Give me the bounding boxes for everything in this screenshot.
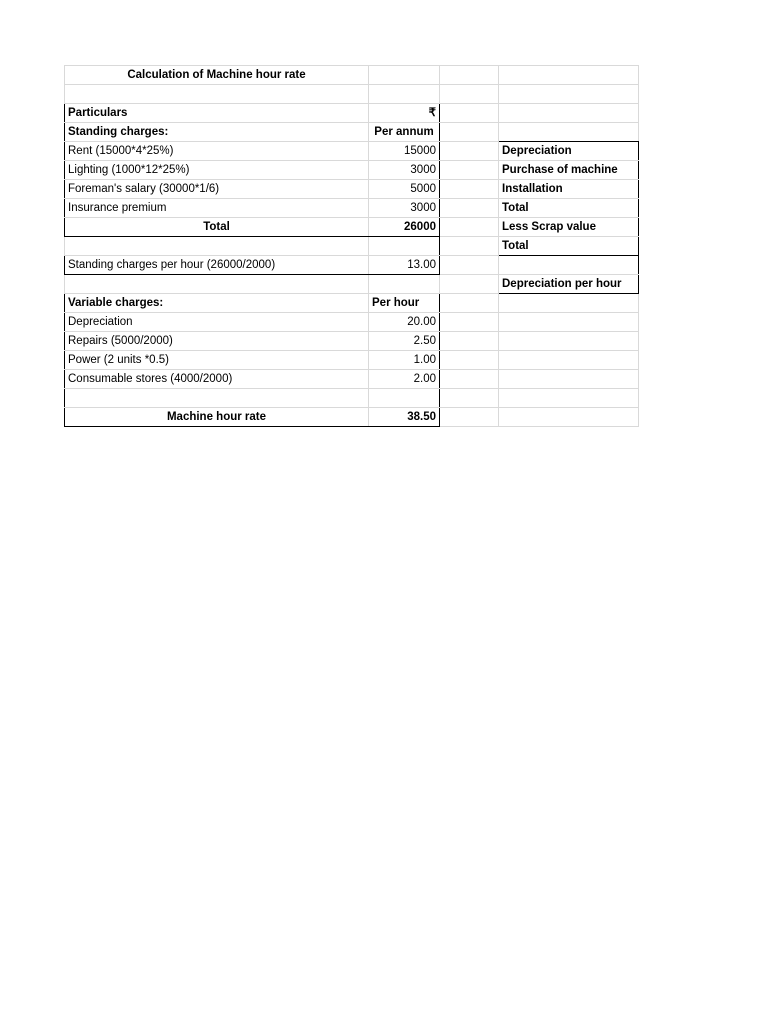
table-row (65, 180, 639, 199)
standing-header-row (65, 123, 639, 142)
table-row (65, 199, 639, 218)
depreciation-item: Less Scrap value (499, 218, 639, 237)
total-row (65, 218, 639, 237)
variable-header-row (65, 294, 639, 313)
row-label: Lighting (1000*12*25%) (65, 161, 369, 180)
standing-charges-label: Standing charges: (65, 123, 369, 142)
standing-per-hour-value: 13.00 (369, 256, 440, 275)
table-row (65, 370, 639, 389)
row-value: 15000 (369, 142, 440, 161)
machine-hour-rate-label: Machine hour rate (65, 408, 369, 427)
machine-hour-rate-value: 38.50 (369, 408, 440, 427)
row-label: Foreman's salary (30000*1/6) (65, 180, 369, 199)
standing-per-hour-row (65, 256, 639, 275)
table-row (65, 313, 639, 332)
row-label: Power (2 units *0.5) (65, 351, 369, 370)
depreciation-item: Total (499, 237, 639, 256)
table-row (65, 351, 639, 370)
standing-per-hour-label: Standing charges per hour (26000/2000) (65, 256, 369, 275)
row-value: 20.00 (369, 313, 440, 332)
cell (440, 66, 499, 85)
depreciation-item: Purchase of machine (499, 161, 639, 180)
row-label: Insurance premium (65, 199, 369, 218)
machine-hour-rate-row (65, 408, 639, 427)
row-value: 5000 (369, 180, 440, 199)
spreadsheet (64, 65, 639, 427)
particulars-header: Particulars (65, 104, 369, 123)
title-row (65, 66, 639, 85)
row-label: Consumable stores (4000/2000) (65, 370, 369, 389)
blank-row (65, 85, 639, 104)
blank-row (65, 237, 639, 256)
table-row (65, 142, 639, 161)
total-label: Total (65, 218, 369, 237)
row-label: Depreciation (65, 313, 369, 332)
depreciation-item: Installation (499, 180, 639, 199)
row-label: Repairs (5000/2000) (65, 332, 369, 351)
row-value: 1.00 (369, 351, 440, 370)
cell (369, 66, 440, 85)
currency-header: ₹ (369, 104, 440, 123)
depreciation-heading: Depreciation (499, 142, 639, 161)
blank-row (65, 275, 639, 294)
total-value: 26000 (369, 218, 440, 237)
machine-hour-rate-table (64, 65, 639, 427)
per-hour-label: Per hour (369, 294, 440, 313)
row-value: 2.00 (369, 370, 440, 389)
blank-row (65, 389, 639, 408)
sheet-title: Calculation of Machine hour rate (65, 66, 369, 85)
per-annum-label: Per annum (369, 123, 440, 142)
row-label: Rent (15000*4*25%) (65, 142, 369, 161)
row-value: 3000 (369, 199, 440, 218)
row-value: 2.50 (369, 332, 440, 351)
depreciation-per-hour-label: Depreciation per hour (499, 275, 639, 294)
cell (499, 66, 639, 85)
variable-charges-label: Variable charges: (65, 294, 369, 313)
table-row (65, 332, 639, 351)
table-row (65, 161, 639, 180)
row-value: 3000 (369, 161, 440, 180)
depreciation-item: Total (499, 199, 639, 218)
header-row (65, 104, 639, 123)
